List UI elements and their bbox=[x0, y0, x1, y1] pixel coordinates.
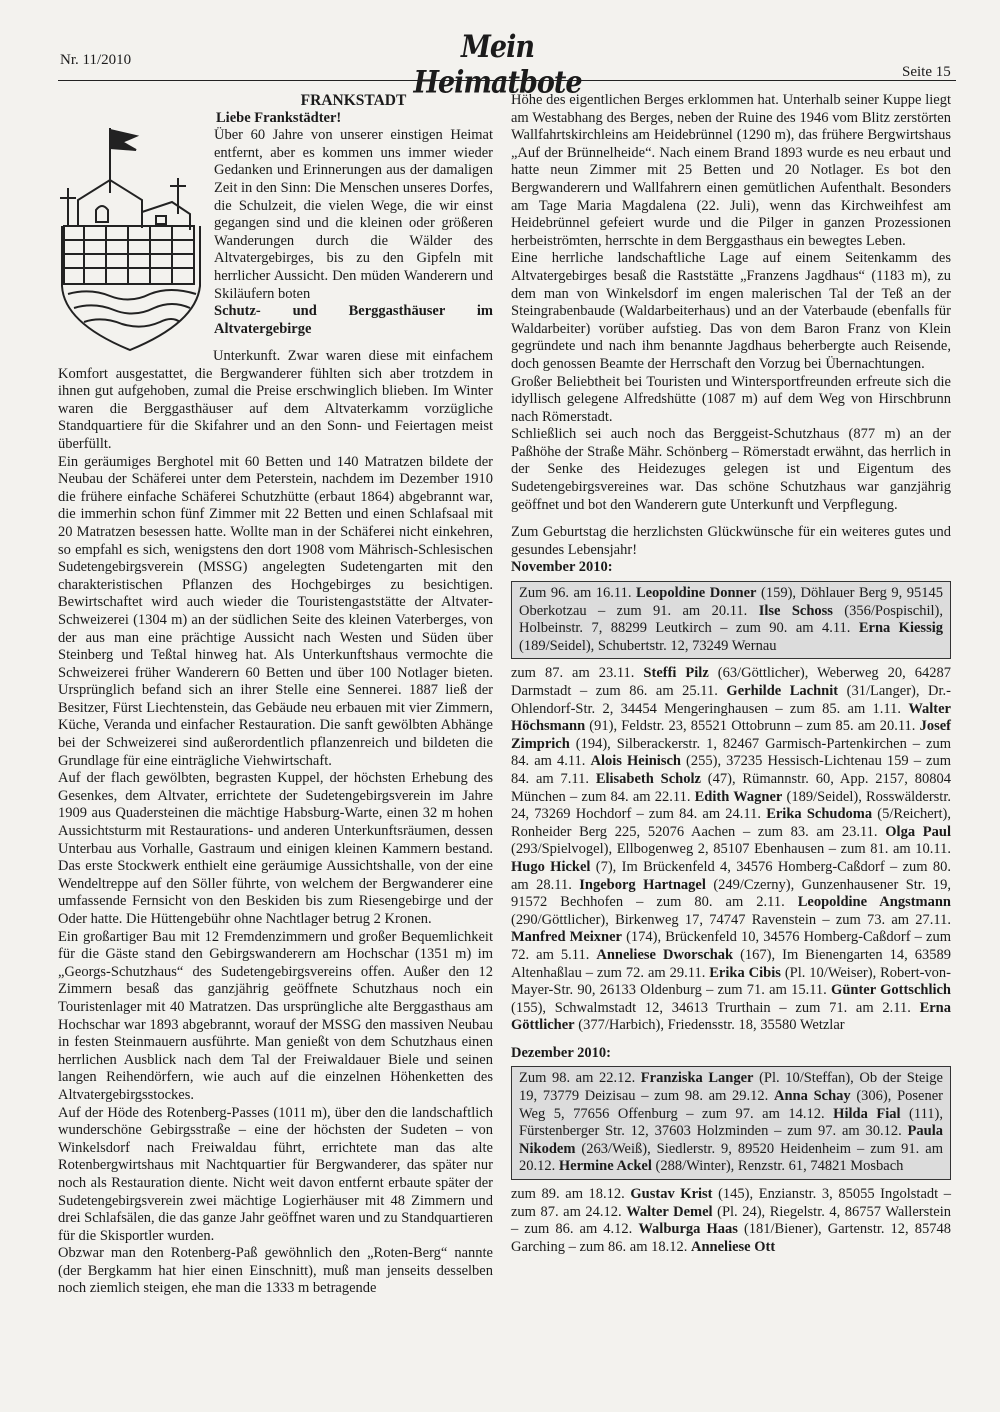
person-name: Hugo Hickel bbox=[511, 858, 591, 875]
person-name: Alois Heinisch bbox=[590, 753, 681, 770]
person-name: Edith Wagner bbox=[694, 788, 783, 805]
person-name: Paula Nikodem bbox=[519, 1123, 943, 1157]
person-name: Walburga Haas bbox=[638, 1221, 738, 1238]
paragraph: Auf der flach gewölbten, begrasten Kuppel, der höchsten Erhebung des Gesenkes, dem Altvater, errichtete der Sudetengebirgsverein im Jahre 1909 aus Quadersteinen die mächtige Habsburg-Warte, einen 32 m hohen Aussichtsturm mit Restaurations- und anderen Unterkunftsräumen, dessen Unterbau aus Vorhalle, Gastraum und einigen kleinen Kammern bestand. Das erste Stockwerk enthielt eine geräumige Aussichtshalle, von der eine Wendeltreppe auf den Söller führte, von welchem der Bergwanderer eine umfassende Fernsicht von den Beskiden bis zum Riesengebirge und der Oder hatte. Die Hüttengebühr ohne Nachtlager betrug 2 Kronen. bbox=[58, 770, 493, 927]
greeting: Liebe Frankstädter! bbox=[216, 109, 342, 126]
paragraph: Schließlich sei auch noch das Berggeist-Schutzhaus (877 m) an der Paßhöhe der Straße Mähr. Schönberg – Römerstadt erwähnt, das herrlich in der Senke des Heidezuges gelegen ist und Eigentum des Sudetengebirgsvereines war. Das schöne Schutzhaus war ganzjährig geöffnet und bot den Wanderern gute Unterkunft und Verpflegung. bbox=[511, 426, 951, 513]
person-name: Franziska Langer bbox=[640, 1070, 754, 1087]
person-name: Anneliese Dworschak bbox=[596, 946, 734, 963]
december-highlight-box bbox=[511, 1066, 951, 1180]
december-box-text: Zum 98. am 22.12. Franziska Langer (Pl. 10/Steffan), Ob der Steige 19, 73779 Deizisau – zum 98. am 29.12. Anna Schay (306), Posener Weg 5, 77656 Offenburg – zum 97. am 14.12. Hilda Fial (111), Fürstenberger Str. 12, 37603 Holzminden – zum 97. am 30.12. Paula Nikodem (263/Weiß), Siedlerstr. 9, 89520 Heidenheim – zum 91. am 20.12. Hermine Ackel (288/Winter), Renzstr. 61, 74821 Mosbach bbox=[519, 1070, 943, 1175]
december-list: zum 89. am 18.12. Gustav Krist (145), Enzianstr. 3, 85055 Ingolstadt – zum 87. am 24.12. Walter Demel (Pl. 24), Riegelstr. 4, 86757 Wallerstein – zum 86. am 4.12. Walburga Haas (181/Biener), Gartenstr. 12, 85748 Garching – zum 86. am 18.12. Anneliese Ott bbox=[511, 1186, 952, 1255]
person-name: Josef Zimprich bbox=[511, 718, 951, 752]
person-name: Günter Gottschlich bbox=[831, 982, 952, 999]
section-title: FRANKSTADT bbox=[300, 92, 407, 109]
paragraph: Obzwar man den Rotenberg-Paß gewöhnlich den „Roten-Berg“ nannte (der Bergkamm hat hier einen Einschnitt), muß man jenseits desselben noch ziemlich steigen, ehe man die 1333 m betragende bbox=[58, 1245, 493, 1297]
person-name: Hilda Fial bbox=[833, 1105, 901, 1122]
intro-block bbox=[214, 92, 493, 338]
person-name: Hermine Ackel bbox=[558, 1158, 652, 1175]
person-name: Erna Göttlicher bbox=[511, 999, 951, 1034]
paragraph: Auf der Höde des Rotenberg-Passes (1011 m), über den die landschaftlich wunderschöne Gebirgsstraße – eine der höchsten der Sudeten – von Winkelsdorf nach Freiwaldau führt, errichtete man das alte Rotenbergwirtshaus mit Nachtquartier für Bergwanderer, das später nur noch als Restauration diente. Nicht weit davon entfernt erbaute später der Sudetengebirgsverein zwei mächtige Logierhäuser mit 48 Zimmern und drei Schlafsälen, die das ganze Jahr geöffnet waren und zu Standquartieren für die Skisportler wurden. bbox=[58, 1104, 493, 1244]
subheading: Schutz- und Berggasthäuser im Altvatergebirge bbox=[214, 303, 493, 337]
person-name: Anneliese Ott bbox=[691, 1238, 776, 1255]
person-name: Walter Höchsmann bbox=[511, 700, 951, 735]
paragraph: Ein großartiger Bau mit 12 Fremdenzimmern und großer Bequemlichkeit für die Gäste stand den Gebirgswanderern am Hochschar (1351 m) im „Georgs-Schutzhaus“ des Sudetengebirgsvereins offen. Außer den 12 Zimmern besaß das ganzjährig geöffnete Schutzhaus noch ein Touristenlager mit 40 Matratzen. Das ursprüngliche alte Berggasthaus am Hochschar war 1893 abgebrannt, worauf der MSSG den massiven Neubau in festen Steinmauern ausführte. Man genießt von dem Schutzhaus einen herrlichen Ausblick nach dem Tal der Freiwaldauer Biele und seinen langen Reihendörfern, wie auch auf die einzelnen Höhenketten des Altvatergebirgsstockes. bbox=[58, 928, 493, 1103]
november-list: zum 87. am 23.11. Steffi Pilz (63/Göttlicher), Weberweg 20, 64287 Darmstadt – zum 86. am 25.11. Gerhilde Lachnit (31/Langer), Dr.-Ohlendorf-Str. 2, 34454 Mengeringhausen – zum 85. am 1.11. Walter Höchsmann (91), Feldstr. 23, 85521 Ottobrunn – zum 85. am 20.11. Josef Zimprich (194), Silberackerstr. 1, 82467 Garmisch-Partenkirchen – zum 84. am 4.11. Alois Heinisch (255), 37235 Hessisch-Lichtenau 159 – zum 84. am 7.11. Elisabeth Scholz (47), Rümannstr. 60, App. 2157, 80804 München – zum 84. am 22.11. Edith Wagner (189/Seidel), Rosswälderstr. 24, 73269 Hochdorf – zum 84. am 24.11. Erika Schudoma (5/Reichert), Ronheider Berg 225, 52076 Aachen – zum 83. am 23.11. Olga Paul (293/Spielvogel), Ellbogenweg 2, 85107 Ebenhausen – zum 81. am 10.11. Hugo Hickel (7), Im Brückenfeld 4, 34576 Homberg-Caßdorf – zum 80. am 28.11. Ingeborg Hartnagel (249/Czerny), Gunzenhausener Str. 19, 91572 Bechhofen – zum 80. am 2.11. Leopoldine Angstmann (290/Göttlicher), Birkenweg 17, 74747 Ravenstein – zum 73. am 27.11. Manfred Meixner (174), Brückenfeld 10, 34576 Homberg-Caßdorf – zum 72. am 5.11. Anneliese Dworschak (167), Im Bienengarten 14, 63589 Altenhaßlau – zum 72. am 29.11. Erika Cibis (Pl. 10/Weiser), Robert-von-Mayer-Str. 90, 26133 Oldenburg – zum 71. am 15.11. Günter Gottschlich (155), Schwalmstadt 12, 34613 Trurthain – zum 71. am 2.11. Erna Göttlicher (377/Harbich), Friedensstr. 18, 35580 Wetzlar bbox=[511, 665, 952, 1034]
paragraph: Eine herrliche landschaftliche Lage auf einem Seitenkamm des Altvatergebirges besaß die Raststätte „Franzens Jagdhaus“ (1183 m), zu dem man von Winkelsdorf im engen malerischen Tal der Teß an der Steingrabenbaude (Waldarbeiterhaus) und an der Vaterbaude (ebenfalls für Waldarbeiter) vorüber aufstieg. Das von dem Baron Franz von Klein gegründete und nach ihm benannte Jagdhaus beherbergte auch Reisende, doch genossen Beamte der Herrschaft den Vorzug bei Übernachtungen. bbox=[511, 250, 951, 372]
november-box-text: Zum 96. am 16.11. Leopoldine Donner (159), Döhlauer Berg 9, 95145 Oberkotzau – zum 91. am 20.11. Ilse Schoss (356/Pospischil), Holbeinstr. 7, 88299 Leutkirch – zum 90. am 4.11. Erna Kiessig (189/Seidel), Schubertstr. 12, 73249 Wernau bbox=[519, 585, 944, 654]
birthday-intro: Zum Geburtstag die herzlichsten Glückwünsche für ein weiteres gutes und gesundes Lebensjahr! bbox=[511, 524, 951, 558]
issue-number: Nr. 11/2010 bbox=[60, 52, 132, 68]
person-name: Olga Paul bbox=[885, 823, 951, 840]
right-column-body bbox=[511, 92, 951, 1256]
paragraph: Unterkunft. Zwar waren diese mit einfachem Komfort ausgestattet, die Bergwanderer fühlten sich aber trotzdem in ihnen gut aufgehoben, zumal die Preise erschwinglich blieben. Im Winter waren die Berggasthäuser auf dem Altvaterkamm vorzügliche Standquartiere für die Skifahrer und an den Sonn- und Feiertagen meist überfüllt. bbox=[58, 348, 493, 452]
december-title: Dezember 2010: bbox=[511, 1044, 611, 1061]
intro-paragraph: Über 60 Jahre von unserer einstigen Heimat entfernt, aber es kommen uns immer wieder Gedanken und Erinnerungen aus der damaligen Zeit in den Sinn: Die Menschen unseres Dorfes, die Schulzeit, die vielen Wege, die wir einst gegangen sind und die kleinen oder größeren Wanderungen durch die Wälder des Altvatergebirges, bis zu den Gipfeln mit herrlicher Aussicht. Den müden Wanderern und Skiläufern boten bbox=[214, 127, 493, 302]
person-name: Leopoldine Angstmann bbox=[797, 894, 951, 911]
person-name: Anna Schay bbox=[774, 1088, 851, 1105]
person-name: Erika Cibis bbox=[709, 964, 781, 981]
person-name: Ingeborg Hartnagel bbox=[579, 876, 706, 893]
header-rule bbox=[58, 80, 956, 81]
paragraph: Höhe des eigentlichen Berges erklommen hat. Unterhalb seiner Kuppe liegt am Westabhang des Berges, neben der Ruine des 1946 vom Blitz zerstörten Wallfahrtskirchleins am Heidebrünnel (1290 m), das frühere Bergwirtshaus „Auf der Brünnelheide“. Nach einem Brand 1893 wurde es neu erbaut und hatte neun Zimmer mit 25 Betten und 20 Notlager. Es bot den Bergwanderern und Wallfahrern einen gemütlichen Aufenthalt. Besonders am Tage Maria Magdalena (22. Juli), wenn das Kirchweihfest am Heidebrünnel gefeiert wurde und die Pilger in ganzen Prozessionen herbeiströmten, herrschte in dem Berggasthaus ein bewegtes Leben. bbox=[511, 92, 951, 249]
page-number: Seite 15 bbox=[902, 64, 951, 80]
masthead: Mein Heimatbote bbox=[413, 29, 582, 101]
person-name: Walter Demel bbox=[626, 1203, 713, 1220]
castle-crest-icon bbox=[50, 118, 210, 358]
person-name: Gerhilde Lachnit bbox=[726, 683, 839, 699]
paragraph: Ein geräumiges Berghotel mit 60 Betten und 140 Matratzen bildete der Neubau der Schäferei unter dem Peterstein, nachdem im Dezember 1910 die frühere einfache Schäferei Schutzhütte (erbaut 1864) abgebrannt war, die immerhin schon fünf Zimmer mit 22 Betten und einen Schlafsaal mit 20 Matratzen besessen hatte. Wollte man in der Schäferei nicht einkehren, so empfahl es sich, wenigstens den dort 1908 vom Mährisch-Schlesischen Sudetengebirgsverein (MSSG) angelegten Sudetengarten mit den charakteristischen Pflanzen des Hochgebirges zu besichtigen. Bewirtschaftet wird auch wieder die Touristengaststätte der Altvater-Schweizerei (1304 m) an der südlichen Seite des kleinen Vaterberges, von der aus man eine prächtige Aussicht nach Westen und Süden über Steinberg und Teßtal hinweg hat. Als Unterkunftshaus vermochte die Schweizerei früher Wanderern 60 Betten und über 100 Notlager bieten. Ursprünglich befand sich an ihrer Stelle eine Sennerei. 1887 ließ der Besitzer, Fürst Liechtenstein, das Gebäude neu erbauen mit vier Zimmern, Küche, Veranda und einfacher Restauration. Die sanft gewölbten Abhänge bei der Schweizerei sind außerordentlich pflanzenreich und bildeten die Grundlage für eine einträgliche Viehwirtschaft. bbox=[58, 453, 493, 769]
paragraph: Großer Beliebtheit bei Touristen und Wintersportfreunden erfreute sich die idyllisch gelegene Alfredshütte (1087 m) auf dem Weg von Hirschbrunn nach Römerstadt. bbox=[511, 373, 951, 425]
person-name: Ilse Schoss bbox=[758, 602, 833, 619]
person-name: Manfred Meixner bbox=[511, 929, 622, 946]
person-name: Leopoldine Donner bbox=[635, 585, 757, 602]
person-name: Gustav Krist bbox=[630, 1186, 713, 1203]
person-name: Erna Kiessig bbox=[858, 620, 943, 637]
november-highlight-box bbox=[511, 581, 951, 659]
left-column-body bbox=[58, 348, 493, 1298]
person-name: Steffi Pilz bbox=[643, 665, 709, 682]
november-title: November 2010: bbox=[511, 559, 613, 576]
person-name: Erika Schudoma bbox=[766, 806, 873, 823]
person-name: Elisabeth Scholz bbox=[595, 770, 701, 787]
